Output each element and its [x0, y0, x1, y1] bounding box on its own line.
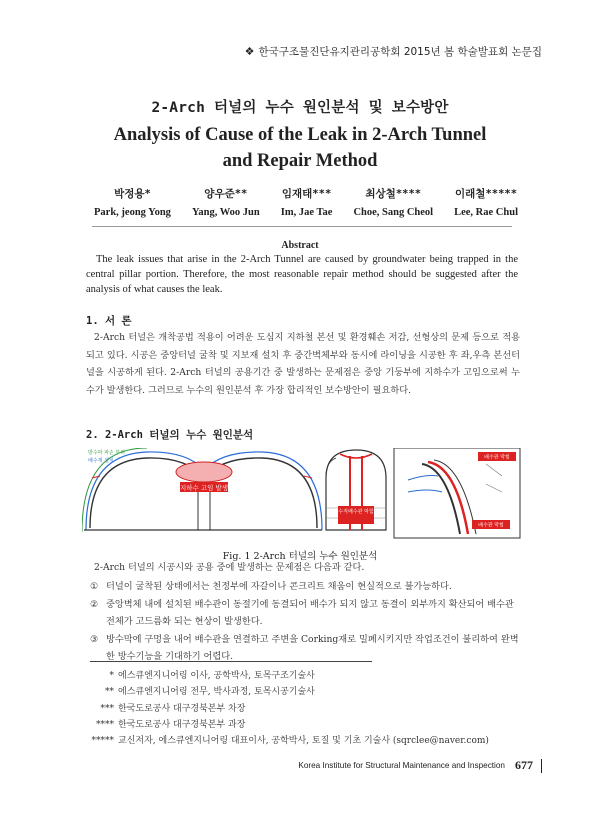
- author: [94, 186, 171, 218]
- figure-caption: Fig. 1 2-Arch 터널의 누수 원인분석: [222, 551, 378, 562]
- author-name-ko: 최상철****: [365, 188, 422, 200]
- footer-organization: Korea Institute for Structural Maintenance and Inspection: [298, 761, 505, 770]
- author: [192, 186, 260, 218]
- label-left-b: 배수재 설치: [88, 458, 114, 464]
- section-2-heading: 2. 2-Arch 터널의 누수 원인분석: [86, 429, 254, 441]
- issue-number: ①: [90, 581, 99, 592]
- title-english-line-1: Analysis of Cause of the Leak in 2-Arch Tunnel: [113, 125, 487, 145]
- figure-tunnel-leak: [82, 448, 522, 544]
- issue-text: 방수막에 구멍을 내어 배수관을 연결하고 주변을 Corking재로 밀폐시키지만 작업조건이 불리하여 완벽한 방수기능을 기대하기 어렵다.: [106, 633, 519, 662]
- footnote-text: 한국도로공사 대구경북본부 차장: [118, 703, 246, 714]
- footnote-symbol: **: [105, 687, 114, 698]
- label-drain-bottom: 배수관 막힘: [478, 522, 504, 529]
- page-number: 677: [515, 758, 533, 772]
- author-name-ko: 박정용*: [114, 188, 151, 200]
- footnote: [80, 701, 489, 717]
- author-list: [94, 186, 518, 218]
- section-1-heading: 1. 서 론: [86, 315, 132, 327]
- author: [281, 186, 333, 218]
- issue-number: ③: [90, 633, 99, 645]
- title-english-line-2: and Repair Method: [222, 151, 378, 171]
- list-item: [90, 596, 522, 631]
- author-name-en: Park, jeong Yong: [94, 207, 171, 218]
- footnote: [80, 733, 489, 749]
- journal-header: [245, 44, 542, 59]
- author-name-en: Lee, Rae Chul: [454, 207, 518, 218]
- footer-bar: [541, 759, 542, 773]
- footnote: [80, 717, 489, 733]
- issue-text: 터널이 굴착된 상태에서는 천정부에 자갈이나 콘크리트 채움이 현실적으로 불가능하다.: [106, 581, 452, 592]
- author-divider: [92, 226, 512, 227]
- tunnel-diagram: [82, 448, 522, 544]
- central-pillar-section: [326, 450, 386, 530]
- footnote: [80, 684, 489, 700]
- author-name-ko: 임재태***: [281, 188, 332, 200]
- label-vertical-pipe: 수직배수관 막힘: [338, 509, 374, 515]
- abstract-body: The leak issues that arise in the 2-Arch Tunnel are caused by groundwater being trapped in the central pillar portion. Therefore, the most reasonable repair method should be suggested after the analysis of what causes the leak.: [86, 254, 518, 295]
- section-1-body: 2-Arch 터널은 개착공법 적용이 어려운 도심지 지하철 본선 및 환경훼손 저감, 선형상의 문제 등으로 적용되고 있다. 시공은 중앙터널 굴착 및 지보재 설치 후 중간벽체부와 동시에 라이닝을 시공한 후 좌,우측 본선터널을 시공하게 된다. 2-Arch 터널의 공용기간 중 발생하는 문제점은 중앙 기둥부에 지하수가 고임으로써 누수가 발생한다. 그러므로 누수의 원인분석 후 가장 합리적인 보수방안이 필요하다.: [86, 332, 520, 396]
- journal-header-text: 한국구조물진단유지관리공학회 2015년 봄 학술발표회 논문집: [258, 46, 542, 58]
- footnote-text: 에스큐엔지니어링 전무, 박사과정, 토목시공기술사: [118, 687, 315, 698]
- footnote-symbol: ***: [100, 703, 114, 714]
- author-name-en: Im, Jae Tae: [280, 207, 333, 218]
- footnote: [80, 668, 489, 684]
- drain-detail-section: [394, 448, 520, 538]
- issue-number: ②: [90, 598, 99, 610]
- list-item: [90, 578, 522, 596]
- abstract-heading: Abstract: [281, 240, 319, 251]
- label-drain-top: 배수관 막힘: [484, 454, 510, 461]
- footnote-text: 한국도로공사 대구경북본부 과장: [118, 719, 246, 730]
- author-name-en: Choe, Sang Cheol: [353, 207, 434, 218]
- footnote-symbol: *****: [91, 736, 114, 747]
- author-name-en: Yang, Woo Jun: [191, 207, 260, 218]
- title-english: [0, 122, 600, 174]
- footnote-symbol: *: [109, 671, 114, 681]
- label-water-trap: 지하수 고임 발생: [179, 484, 229, 492]
- issue-text: 중앙벽체 내에 설치된 배수관이 동절기에 동결되어 배수가 되지 않고 동결이 외부까지 확산되어 배수관 전체가 고드름화 되는 현상이 발생한다.: [106, 598, 514, 627]
- footnote-divider: [90, 661, 372, 662]
- author-name-ko: 양우준**: [204, 188, 248, 200]
- label-left-a: 방수막 파손 부위: [88, 450, 125, 456]
- footnote-text: 교신저자, 에스큐엔지니어링 대표이사, 공학박사, 토질 및 기초 기술사 (sqrclee@naver.com): [118, 736, 489, 747]
- footnote-text: 에스큐엔지니어링 이사, 공학박사, 토목구조기술사: [118, 671, 315, 681]
- footnote-list: [80, 668, 489, 749]
- author-name-ko: 이래철*****: [455, 188, 518, 200]
- issue-list: [90, 578, 522, 666]
- footnote-symbol: ****: [96, 719, 114, 730]
- diamond-icon: ❖: [244, 45, 255, 58]
- author: [454, 186, 518, 218]
- page-footer: [298, 758, 542, 773]
- title-korean: 2-Arch 터널의 누수 원인분석 및 보수방안: [151, 100, 449, 116]
- twin-arch-section: [82, 448, 322, 532]
- author: [353, 186, 433, 218]
- section-2-intro: 2-Arch 터널의 시공시와 공용 중에 발생하는 문제점은 다음과 같다.: [94, 562, 365, 573]
